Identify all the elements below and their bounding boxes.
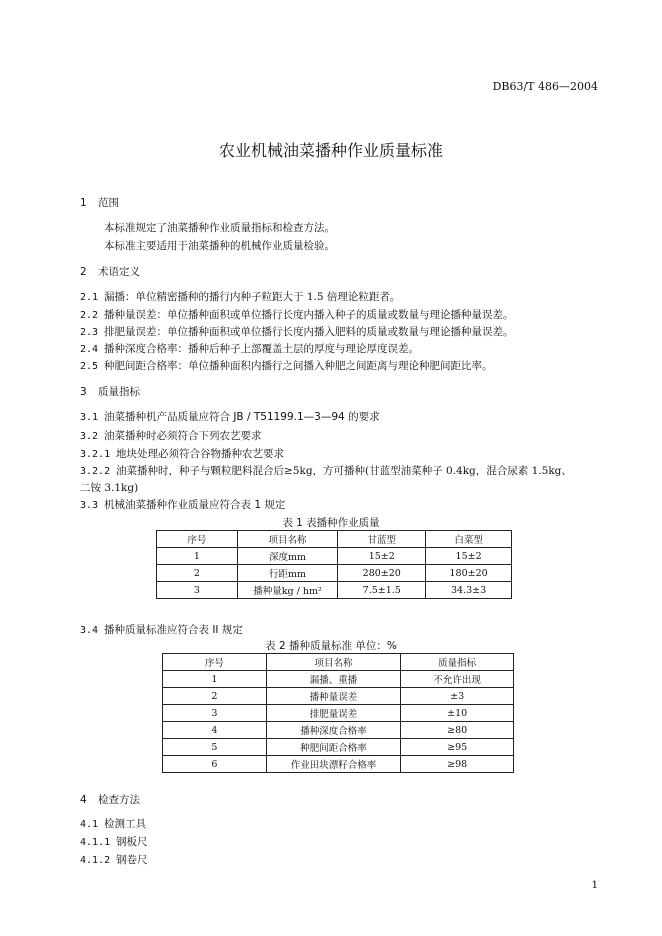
- table-cell: 1: [157, 548, 238, 565]
- item-text: 油菜播种机产品质量应符合 JB / T51199.1—3—94 的要求: [104, 411, 380, 423]
- section-title: 术语定义: [98, 266, 140, 278]
- table-cell: 3: [157, 582, 238, 599]
- table-header-row: [163, 654, 514, 671]
- section-number: 4: [80, 794, 87, 806]
- item-text: 钢板尺: [116, 836, 148, 848]
- table-header-cell: 项目名称: [237, 531, 338, 548]
- table-cell: ±10: [401, 705, 514, 722]
- item-text: 地块处理必须符合谷物播种农艺要求: [116, 448, 284, 460]
- paragraph: 本标准规定了油菜播种作业质量指标和检查方法。: [104, 222, 335, 234]
- table-cell: 2: [163, 688, 267, 705]
- definition-item: [80, 341, 419, 356]
- table-row: [163, 671, 514, 688]
- clause-4-1: [80, 816, 146, 831]
- table-header-cell: 质量指标: [401, 654, 514, 671]
- section-4-heading: [80, 792, 140, 807]
- item-text: 播种量误差：单位播种面积或单位播行长度内播入种子的质量或数量与理论播种量误差。: [104, 309, 514, 321]
- item-text: 机械油菜播种作业质量应符合表 1 规定: [104, 499, 286, 511]
- item-number: 2.4: [80, 344, 99, 355]
- item-text: 排肥量误差：单位播种面积或单位播行长度内播入肥料的质量或数量与理论播种量误差。: [104, 326, 514, 338]
- item-number: 2.1: [80, 292, 99, 303]
- table-cell: ≥98: [401, 756, 514, 773]
- table-2: [162, 653, 514, 773]
- item-text: 漏播：单位精密播种的播行内种子粒距大于 1.5 倍理论粒距者。: [104, 291, 401, 303]
- table-2-caption: 表 2 播种质量标准 单位：%: [265, 640, 397, 652]
- item-number: 3.4: [80, 625, 99, 636]
- item-number: 2.2: [80, 310, 99, 321]
- table-header-cell: 甘蓝型: [338, 531, 426, 548]
- section-3-heading: [80, 384, 140, 399]
- table-row: [157, 548, 512, 565]
- section-number: 1: [80, 197, 87, 209]
- item-number: 3.3: [80, 500, 99, 511]
- table-cell: ±3: [401, 688, 514, 705]
- item-text: 油菜播种时，种子与颗粒肥料混合后≥5kg，方可播种(甘蓝型油菜种子 0.4kg，混合尿素 1.5kg、: [116, 465, 572, 477]
- table-cell: 播种量kg / hm²: [237, 582, 338, 599]
- table-cell: 7.5±1.5: [338, 582, 426, 599]
- definition-item: [80, 324, 514, 339]
- table-cell: ≥80: [401, 722, 514, 739]
- section-number: 2: [80, 266, 87, 278]
- item-text: 播种深度合格率：播种后种子上部覆盖土层的厚度与理论厚度误差。: [104, 343, 419, 355]
- item-text: 播种质量标准应符合表 II 规定: [104, 624, 243, 636]
- table-cell: 播种量误差: [266, 688, 401, 705]
- table-header-cell: 白菜型: [426, 531, 512, 548]
- clause-3-2-2-continuation: 二铵 3.1kg): [80, 482, 139, 494]
- section-1-heading: [80, 195, 119, 210]
- table-header-row: [157, 531, 512, 548]
- table-1-caption: 表 1 表播种作业质量: [282, 517, 380, 529]
- standard-code: DB63/T 486—2004: [492, 80, 598, 93]
- table-row: [163, 756, 514, 773]
- page-number: 1: [591, 880, 598, 891]
- item-text: 种肥间距合格率：单位播种面积内播行之间播入种肥之间距离与理论种肥间距比率。: [104, 360, 493, 372]
- section-title: 检查方法: [98, 794, 140, 806]
- section-2-heading: [80, 264, 140, 279]
- item-number: 4.1.1: [80, 837, 111, 848]
- item-number: 3.2.2: [80, 466, 111, 477]
- table-cell: 180±20: [426, 565, 512, 582]
- table-cell: 5: [163, 739, 267, 756]
- definition-item: [80, 289, 400, 304]
- table-header-cell: 序号: [163, 654, 267, 671]
- clause-3-1: [80, 409, 380, 424]
- table-cell: 排肥量误差: [266, 705, 401, 722]
- table-cell: 深度mm: [237, 548, 338, 565]
- table-cell: 播种深度合格率: [266, 722, 401, 739]
- table-cell: ≥95: [401, 739, 514, 756]
- table-header-cell: 序号: [157, 531, 238, 548]
- section-number: 3: [80, 386, 87, 398]
- definition-item: [80, 358, 493, 373]
- clause-4-1-2: [80, 852, 148, 867]
- clause-3-4: [80, 622, 243, 637]
- clause-3-2-1: [80, 446, 284, 461]
- table-cell: 6: [163, 756, 267, 773]
- table-cell: 280±20: [338, 565, 426, 582]
- table-cell: 34.3±3: [426, 582, 512, 599]
- item-number: 4.1: [80, 819, 99, 830]
- table-cell: 漏播、重播: [266, 671, 401, 688]
- table-row: [157, 582, 512, 599]
- item-text: 检测工具: [104, 818, 146, 830]
- table-cell: 作业田块漂籽合格率: [266, 756, 401, 773]
- table-row: [163, 705, 514, 722]
- table-cell: 15±2: [338, 548, 426, 565]
- table-cell: 不允许出现: [401, 671, 514, 688]
- clause-3-2-2: [80, 463, 572, 478]
- table-1: [156, 530, 512, 599]
- paragraph: 本标准主要适用于油菜播种的机械作业质量检验。: [104, 240, 335, 252]
- table-cell: 1: [163, 671, 267, 688]
- item-number: 3.2: [80, 431, 99, 442]
- item-number: 2.3: [80, 327, 99, 338]
- item-number: 4.1.2: [80, 855, 111, 866]
- table-header-cell: 项目名称: [266, 654, 401, 671]
- table-row: [163, 722, 514, 739]
- section-title: 质量指标: [98, 386, 140, 398]
- document-title: 农业机械油菜播种作业质量标准: [218, 141, 443, 160]
- table-row: [157, 565, 512, 582]
- item-text: 油菜播种时必须符合下列农艺要求: [104, 430, 262, 442]
- clause-3-2: [80, 428, 262, 443]
- item-text: 钢卷尺: [116, 854, 148, 866]
- table-cell: 行距mm: [237, 565, 338, 582]
- table-cell: 15±2: [426, 548, 512, 565]
- item-number: 3.1: [80, 412, 99, 423]
- table-cell: 种肥间距合格率: [266, 739, 401, 756]
- table-row: [163, 739, 514, 756]
- item-number: 2.5: [80, 361, 99, 372]
- table-cell: 3: [163, 705, 267, 722]
- item-number: 3.2.1: [80, 449, 111, 460]
- table-cell: 4: [163, 722, 267, 739]
- clause-3-3: [80, 497, 285, 512]
- definition-item: [80, 307, 514, 322]
- section-title: 范围: [98, 197, 119, 209]
- clause-4-1-1: [80, 834, 148, 849]
- table-cell: 2: [157, 565, 238, 582]
- table-row: [163, 688, 514, 705]
